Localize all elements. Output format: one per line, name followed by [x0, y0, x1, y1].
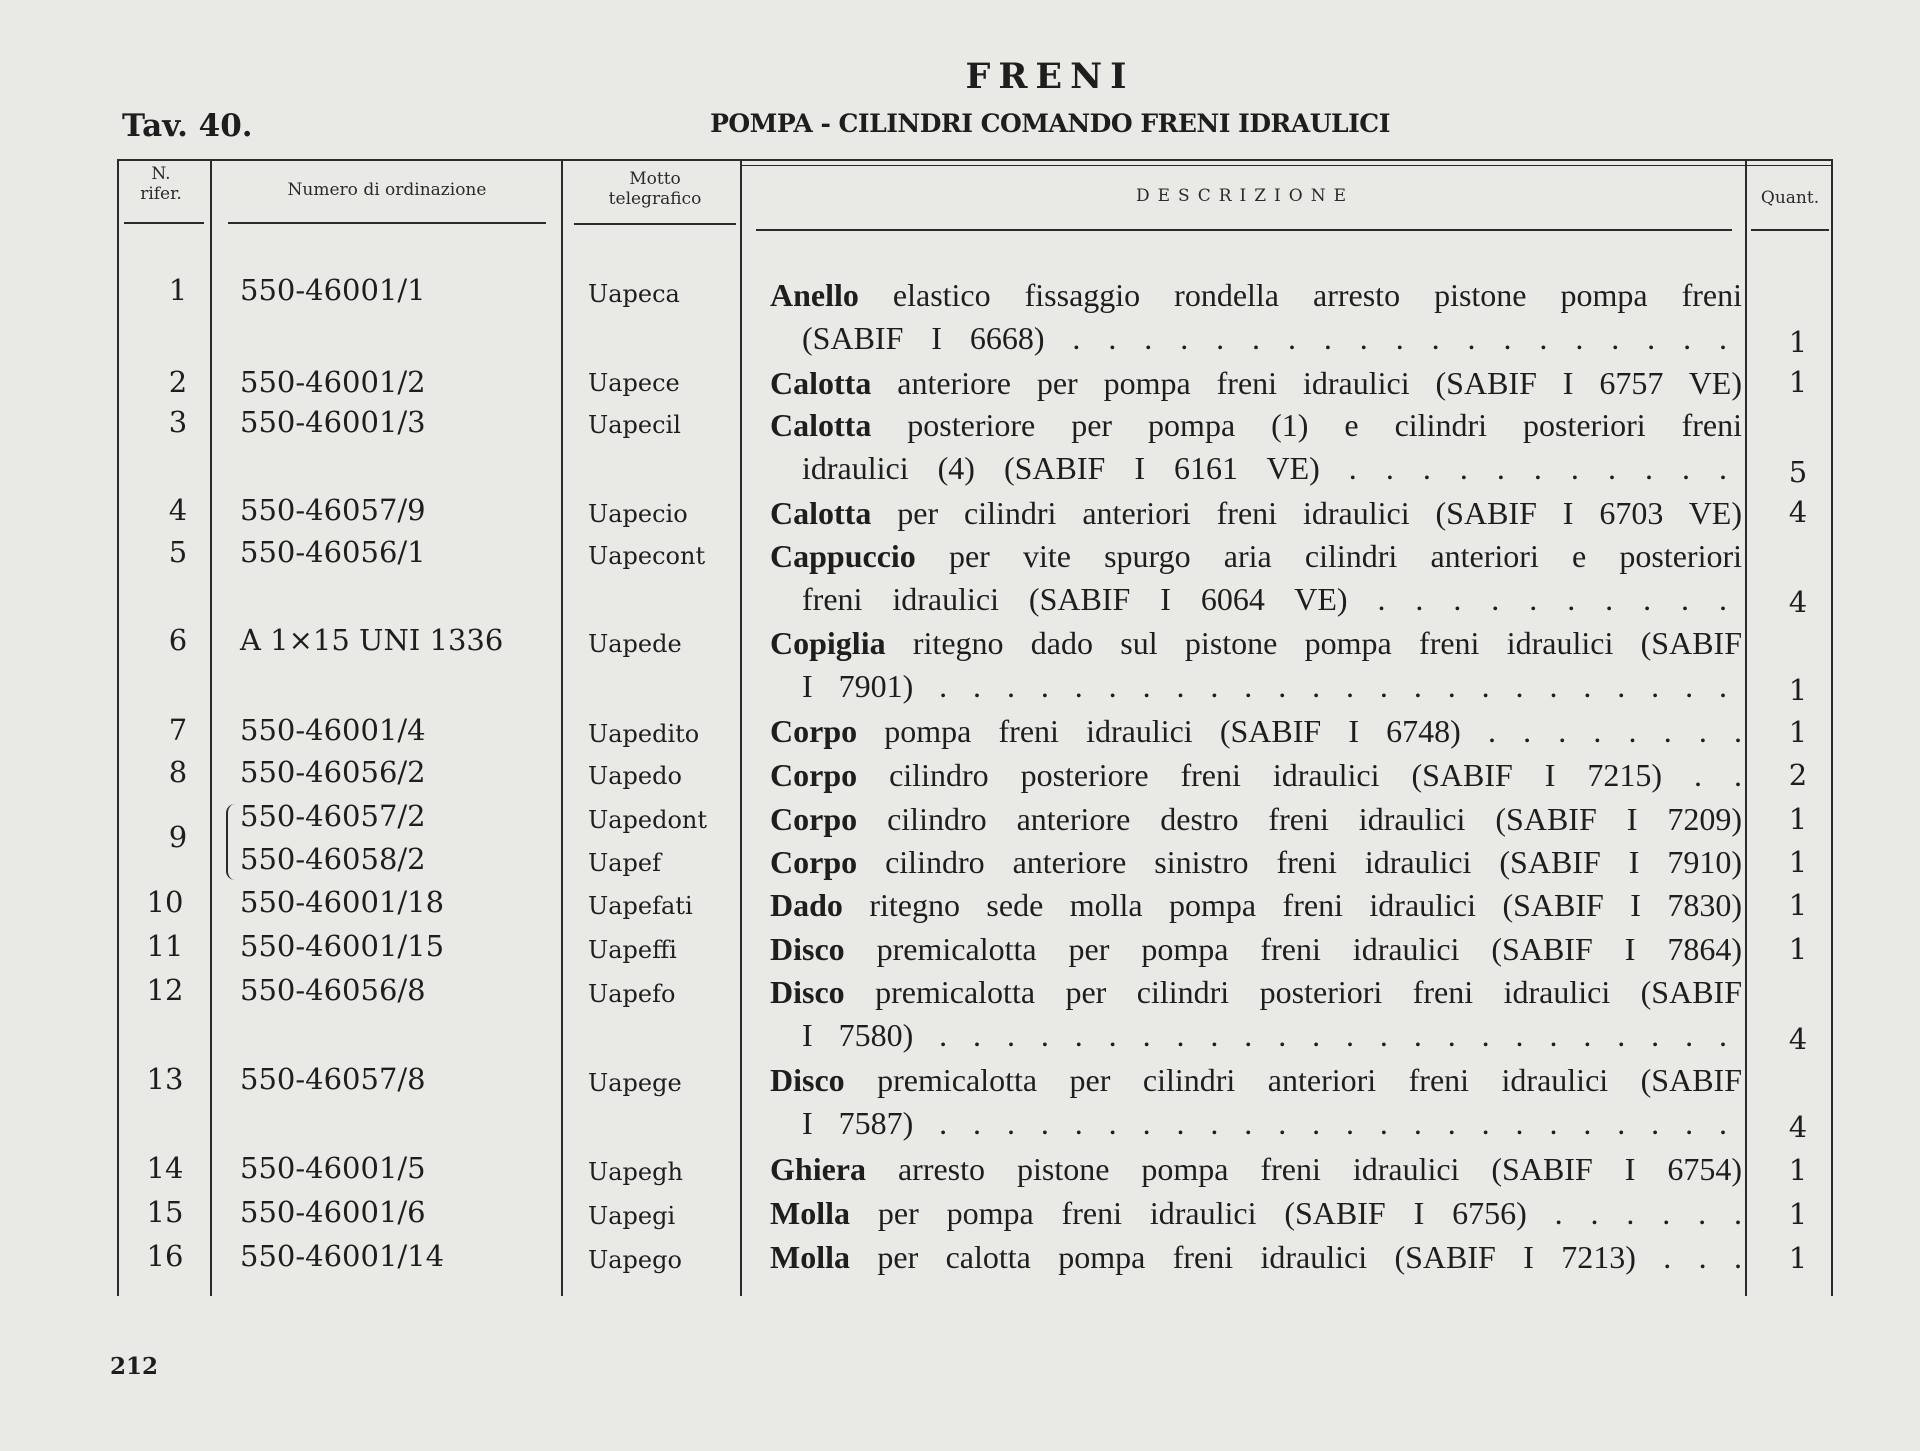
- row-motto: Uapecil: [588, 411, 681, 439]
- column-divider: [210, 159, 212, 1296]
- row-order-number: 550-46001/1: [240, 273, 426, 307]
- row-ref: 6: [168, 623, 188, 657]
- description-lead: Molla: [770, 1239, 850, 1275]
- row-description-cont: I 7580) . . . . . . . . . . . . . . . . . . . . . . . .: [802, 1017, 1727, 1053]
- description-lead: Corpo: [770, 801, 858, 837]
- description-text: per cilindri anteriori freni idraulici (SABIF I 6703 VE): [897, 495, 1743, 531]
- row-quantity: 1: [1788, 325, 1808, 359]
- row-quantity: 4: [1788, 1110, 1808, 1144]
- row-ref: 9: [168, 820, 188, 854]
- description-text: per vite spurgo aria cilindri anteriori e posteriori: [948, 538, 1743, 574]
- description-text: posteriore per pompa (1) e cilindri posteriori freni: [907, 407, 1743, 443]
- row-description: [770, 971, 1742, 1014]
- description-lead: Calotta: [770, 495, 872, 531]
- description-text: ritegno sede molla pompa freni idraulici (SABIF I 7830): [869, 887, 1743, 923]
- row-description: [770, 404, 1742, 447]
- row-ref: 11: [146, 929, 184, 963]
- row-description: [770, 928, 1742, 971]
- row-description-cont: (SABIF I 6668) . . . . . . . . . . . . . . . . . . .: [802, 320, 1727, 356]
- description-lead: Disco: [770, 974, 845, 1010]
- description-text: anteriore per pompa freni idraulici (SABIF I 6757 VE): [897, 365, 1743, 401]
- row-ref: 5: [168, 535, 188, 569]
- row-order-number: 550-46001/15: [240, 929, 445, 963]
- row-quantity: 1: [1788, 715, 1808, 749]
- row-motto: Uapeca: [588, 280, 680, 308]
- row-motto: Uapeffi: [588, 936, 677, 964]
- row-ref: 10: [146, 885, 184, 919]
- row-description: [770, 754, 1742, 797]
- row-ref: 15: [146, 1195, 184, 1229]
- row-order-number: A 1×15 UNI 1336: [240, 623, 504, 657]
- row-quantity: 1: [1788, 1241, 1808, 1275]
- description-lead: Disco: [770, 931, 845, 967]
- row-quantity: 1: [1788, 365, 1808, 399]
- row-order-number: 550-46056/2: [240, 755, 426, 789]
- description-lead: Corpo: [770, 757, 858, 793]
- row-description: [770, 274, 1742, 317]
- row-quantity: 1: [1788, 1197, 1808, 1231]
- header-quantity: Quant.: [1760, 188, 1820, 208]
- table-left-border: [117, 159, 119, 1296]
- description-lead: Copiglia: [770, 625, 886, 661]
- row-motto: Uapegh: [588, 1158, 683, 1186]
- row-ref: 12: [146, 973, 184, 1007]
- row-quantity: 1: [1788, 888, 1808, 922]
- plate-number: Tav. 40.: [122, 108, 253, 144]
- row-quantity: 1: [1788, 845, 1808, 879]
- table-right-border: [1831, 159, 1833, 1296]
- description-lead: Molla: [770, 1195, 850, 1231]
- row-motto: Uapegi: [588, 1202, 676, 1230]
- header-rule: [1751, 229, 1829, 231]
- description-text: premicalotta per cilindri anteriori freni idraulici (SABIF: [877, 1062, 1743, 1098]
- description-text: pompa freni idraulici (SABIF I 6748) . . . . . . . .: [884, 713, 1743, 749]
- row-description: [770, 622, 1742, 665]
- row-description: [770, 884, 1742, 927]
- row-description: [770, 841, 1742, 884]
- description-lead: Corpo: [770, 713, 858, 749]
- description-text: premicalotta per pompa freni idraulici (SABIF I 7864): [876, 931, 1743, 967]
- description-text: cilindro anteriore destro freni idraulici (SABIF I 7209): [887, 801, 1742, 837]
- column-divider: [740, 159, 742, 1296]
- row-motto: Uapedito: [588, 720, 700, 748]
- header-rule: [756, 229, 1732, 231]
- description-lead: Dado: [770, 887, 843, 923]
- description-text: cilindro anteriore sinistro freni idraulici (SABIF I 7910): [885, 844, 1743, 880]
- description-text: ritegno dado sul pistone pompa freni idraulici (SABIF: [912, 625, 1743, 661]
- row-quantity: 1: [1788, 1153, 1808, 1187]
- page-subtitle: POMPA - CILINDRI COMANDO FRENI IDRAULICI: [710, 109, 1390, 138]
- row-description: [770, 1192, 1742, 1235]
- header-motto: Motto telegrafico: [608, 169, 702, 209]
- row-motto: Uapege: [588, 1069, 682, 1097]
- table-top-rule-2: [742, 165, 1833, 166]
- row-motto: Uapef: [588, 849, 661, 877]
- row-motto: Uapede: [588, 630, 682, 658]
- row-motto: Uapefati: [588, 892, 693, 920]
- row-ref: 8: [168, 755, 188, 789]
- row-description-cont: idraulici (4) (SABIF I 6161 VE) . . . . . . . . . . .: [802, 450, 1727, 486]
- row-quantity: 2: [1788, 758, 1808, 792]
- row-order-number: 550-46001/2: [240, 365, 426, 399]
- row-motto: Uapecont: [588, 542, 706, 570]
- header-order-number: Numero di ordinazione: [287, 180, 487, 200]
- row-ref: 1: [168, 273, 188, 307]
- row-description: [770, 710, 1742, 753]
- row-motto: Uapece: [588, 369, 680, 397]
- description-text: per calotta pompa freni idraulici (SABIF I 7213) . . .: [877, 1239, 1743, 1275]
- row-quantity: 4: [1788, 495, 1808, 529]
- row-description-cont: I 7587) . . . . . . . . . . . . . . . . . . . . . . . .: [802, 1105, 1727, 1141]
- header-rule: [124, 222, 204, 224]
- row-description-cont: freni idraulici (SABIF I 6064 VE) . . . . . . . . . .: [802, 581, 1727, 617]
- description-text: cilindro posteriore freni idraulici (SABIF I 7215) . .: [889, 757, 1743, 793]
- description-text: arresto pistone pompa freni idraulici (SABIF I 6754): [897, 1151, 1743, 1187]
- page-number: 212: [110, 1353, 159, 1380]
- row-description: [770, 362, 1742, 405]
- row-ref: 13: [146, 1062, 184, 1096]
- row-motto: Uapedo: [588, 762, 682, 790]
- row-motto: Uapego: [588, 1246, 682, 1274]
- row-ref: 16: [146, 1239, 184, 1273]
- column-divider: [561, 159, 563, 1296]
- header-ref: N. rifer.: [140, 164, 182, 204]
- row-description: [770, 492, 1742, 535]
- description-text: per pompa freni idraulici (SABIF I 6756) . . . . . .: [877, 1195, 1743, 1231]
- row-ref: 7: [168, 713, 188, 747]
- description-text: premicalotta per cilindri posteriori freni idraulici (SABIF: [875, 974, 1743, 1010]
- row-motto: Uapecio: [588, 500, 688, 528]
- row-order-number: 550-46057/8: [240, 1062, 426, 1096]
- header-rule: [574, 223, 736, 225]
- row-description: [770, 1059, 1742, 1102]
- row-quantity: 1: [1788, 673, 1808, 707]
- row-ref: 14: [146, 1151, 184, 1185]
- page-title: FRENI: [965, 56, 1135, 97]
- row-order-number: 550-46058/2: [240, 842, 426, 876]
- row-order-number: 550-46001/3: [240, 405, 426, 439]
- description-lead: Anello: [770, 277, 859, 313]
- row-ref: 3: [168, 405, 188, 439]
- row-order-number: 550-46001/4: [240, 713, 426, 747]
- column-divider: [1745, 159, 1747, 1296]
- row-description-cont: I 7901) . . . . . . . . . . . . . . . . . . . . . . . .: [802, 668, 1727, 704]
- row-order-number: 550-46056/1: [240, 535, 426, 569]
- row-quantity: 1: [1788, 932, 1808, 966]
- group-brace: [226, 804, 238, 880]
- description-lead: Disco: [770, 1062, 845, 1098]
- description-lead: Calotta: [770, 365, 872, 401]
- header-description: DESCRIZIONE: [1136, 186, 1354, 206]
- description-lead: Ghiera: [770, 1151, 866, 1187]
- row-order-number: 550-46057/2: [240, 799, 426, 833]
- row-order-number: 550-46001/5: [240, 1151, 426, 1185]
- row-description: [770, 535, 1742, 578]
- description-lead: Cappuccio: [770, 538, 916, 574]
- row-ref: 4: [168, 493, 188, 527]
- row-order-number: 550-46001/6: [240, 1195, 426, 1229]
- description-lead: Calotta: [770, 407, 872, 443]
- row-quantity: 1: [1788, 802, 1808, 836]
- row-motto: Uapedont: [588, 806, 708, 834]
- header-rule: [228, 222, 546, 224]
- row-quantity: 5: [1788, 455, 1808, 489]
- table-top-rule: [117, 159, 1833, 161]
- description-text: elastico fissaggio rondella arresto pistone pompa freni: [892, 277, 1743, 313]
- row-order-number: 550-46001/18: [240, 885, 445, 919]
- row-order-number: 550-46001/14: [240, 1239, 445, 1273]
- row-order-number: 550-46057/9: [240, 493, 426, 527]
- row-description: [770, 1148, 1742, 1191]
- row-ref: 2: [168, 365, 188, 399]
- row-order-number: 550-46056/8: [240, 973, 426, 1007]
- row-quantity: 4: [1788, 1022, 1808, 1056]
- row-motto: Uapefo: [588, 980, 676, 1008]
- row-quantity: 4: [1788, 585, 1808, 619]
- row-description: [770, 1236, 1742, 1279]
- description-lead: Corpo: [770, 844, 858, 880]
- row-description: [770, 798, 1742, 841]
